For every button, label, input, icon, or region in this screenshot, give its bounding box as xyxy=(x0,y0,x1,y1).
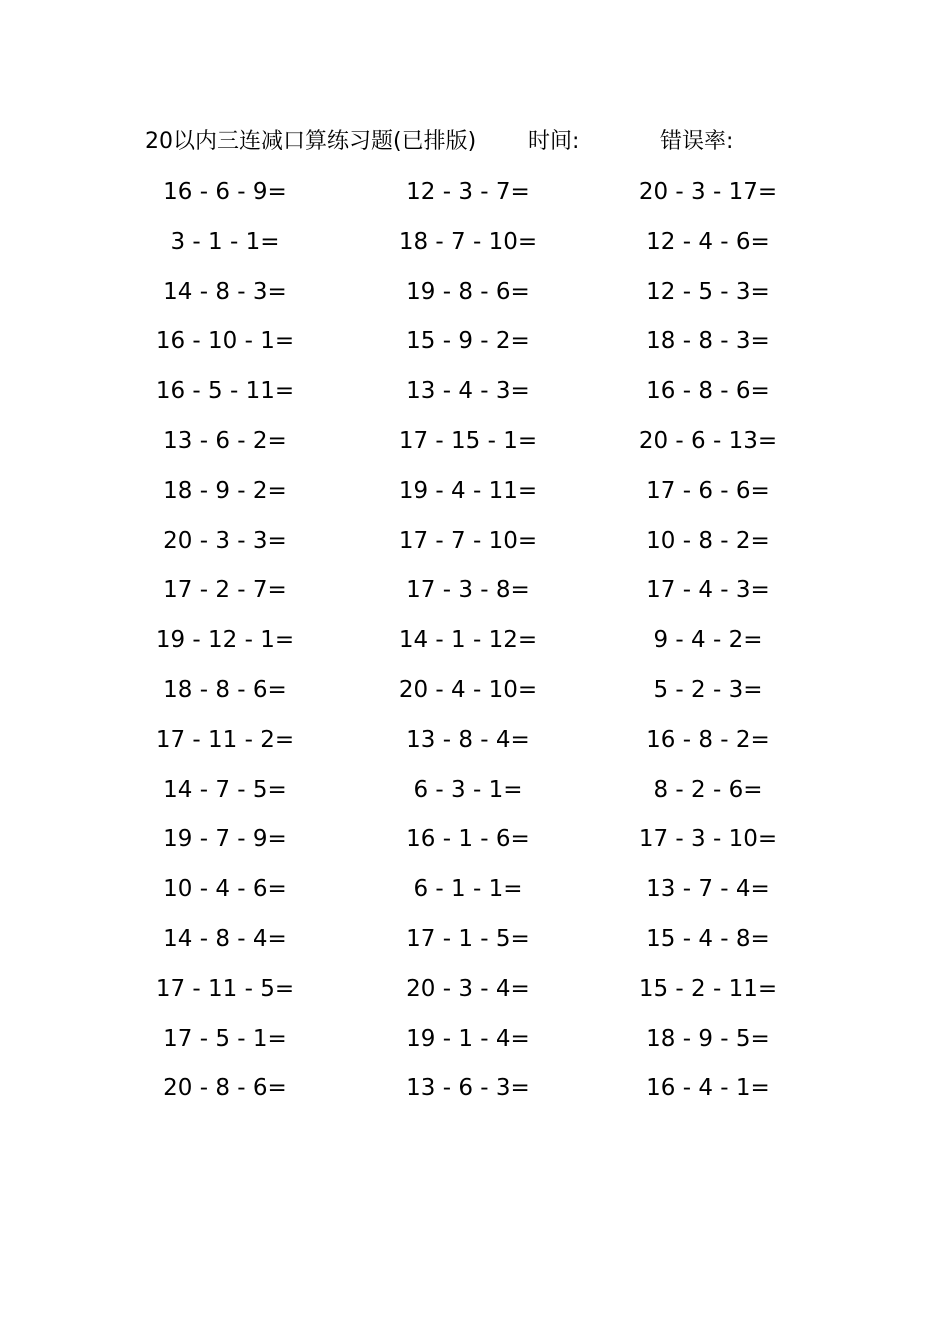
problem-item: 6 - 3 - 1= xyxy=(413,776,523,803)
problem-item: 17 - 3 - 10= xyxy=(638,826,778,853)
problem-item: 12 - 3 - 7= xyxy=(406,179,530,205)
problem-item: 14 - 1 - 12= xyxy=(398,627,538,654)
problem-row xyxy=(0,471,950,521)
problem-item: 17 - 4 - 3= xyxy=(646,577,770,604)
problem-row xyxy=(0,670,950,720)
problem-row xyxy=(0,770,950,820)
problem-item: 12 - 5 - 3= xyxy=(646,278,770,305)
problem-item: 14 - 8 - 4= xyxy=(163,925,287,952)
problem-item: 16 - 5 - 11= xyxy=(155,378,295,405)
problem-item: 13 - 6 - 3= xyxy=(406,1075,530,1102)
problem-row xyxy=(0,969,950,1019)
problem-row xyxy=(0,222,950,272)
problem-item: 15 - 2 - 11= xyxy=(638,975,778,1002)
problem-row xyxy=(0,1068,950,1118)
problem-item: 20 - 3 - 17= xyxy=(638,179,778,205)
problem-item: 16 - 10 - 1= xyxy=(155,328,295,355)
problem-grid xyxy=(0,172,950,1118)
worksheet-header xyxy=(0,125,950,159)
problem-row xyxy=(0,321,950,371)
problem-item: 15 - 9 - 2= xyxy=(406,328,530,355)
problem-row xyxy=(0,1019,950,1069)
problem-row xyxy=(0,819,950,869)
problem-item: 19 - 4 - 11= xyxy=(398,477,538,504)
worksheet-title: 20以内三连减口算练习题(已排版) xyxy=(145,129,477,154)
problem-item: 20 - 3 - 4= xyxy=(406,975,530,1002)
problem-item: 6 - 1 - 1= xyxy=(413,876,523,903)
problem-item: 18 - 8 - 3= xyxy=(646,328,770,355)
problem-item: 20 - 8 - 6= xyxy=(163,1075,287,1102)
problem-item: 18 - 9 - 2= xyxy=(163,477,287,504)
problem-item: 15 - 4 - 8= xyxy=(646,925,770,952)
problem-row xyxy=(0,570,950,620)
problem-item: 20 - 6 - 13= xyxy=(638,427,778,454)
problem-item: 17 - 5 - 1= xyxy=(163,1025,287,1052)
problem-item: 16 - 1 - 6= xyxy=(406,826,530,853)
problem-item: 5 - 2 - 3= xyxy=(653,676,763,703)
problem-item: 19 - 7 - 9= xyxy=(163,826,287,853)
problem-item: 17 - 7 - 10= xyxy=(398,527,538,554)
problem-item: 9 - 4 - 2= xyxy=(653,627,763,654)
problem-item: 20 - 3 - 3= xyxy=(163,527,287,554)
problem-item: 16 - 8 - 6= xyxy=(646,378,770,405)
problem-item: 16 - 6 - 9= xyxy=(163,179,287,205)
time-label: 时间: xyxy=(528,129,580,154)
problem-item: 17 - 1 - 5= xyxy=(406,925,530,952)
problem-item: 10 - 8 - 2= xyxy=(646,527,770,554)
problem-row xyxy=(0,919,950,969)
problem-item: 3 - 1 - 1= xyxy=(170,228,280,255)
problem-item: 14 - 7 - 5= xyxy=(163,776,287,803)
problem-item: 13 - 6 - 2= xyxy=(163,427,287,454)
problem-item: 19 - 1 - 4= xyxy=(406,1025,530,1052)
problem-item: 12 - 4 - 6= xyxy=(646,228,770,255)
problem-item: 16 - 8 - 2= xyxy=(646,726,770,753)
problem-item: 13 - 7 - 4= xyxy=(646,876,770,903)
problem-row xyxy=(0,620,950,670)
problem-row xyxy=(0,421,950,471)
problem-item: 17 - 15 - 1= xyxy=(398,427,538,454)
problem-item: 14 - 8 - 3= xyxy=(163,278,287,305)
problem-item: 17 - 3 - 8= xyxy=(406,577,530,604)
problem-item: 19 - 8 - 6= xyxy=(406,278,530,305)
problem-item: 13 - 4 - 3= xyxy=(406,378,530,405)
problem-row xyxy=(0,720,950,770)
problem-item: 10 - 4 - 6= xyxy=(163,876,287,903)
problem-item: 17 - 6 - 6= xyxy=(646,477,770,504)
problem-row xyxy=(0,371,950,421)
problem-item: 8 - 2 - 6= xyxy=(653,776,763,803)
problem-item: 16 - 4 - 1= xyxy=(646,1075,770,1102)
problem-item: 17 - 11 - 2= xyxy=(155,726,295,753)
problem-item: 18 - 7 - 10= xyxy=(398,228,538,255)
problem-item: 17 - 2 - 7= xyxy=(163,577,287,604)
problem-item: 18 - 8 - 6= xyxy=(163,676,287,703)
problem-row xyxy=(0,869,950,919)
error-rate-label: 错误率: xyxy=(660,129,734,154)
problem-row xyxy=(0,521,950,571)
problem-row xyxy=(0,172,950,222)
problem-item: 13 - 8 - 4= xyxy=(406,726,530,753)
problem-item: 18 - 9 - 5= xyxy=(646,1025,770,1052)
problem-row xyxy=(0,272,950,322)
problem-item: 20 - 4 - 10= xyxy=(398,676,538,703)
problem-item: 17 - 11 - 5= xyxy=(155,975,295,1002)
problem-item: 19 - 12 - 1= xyxy=(155,627,295,654)
